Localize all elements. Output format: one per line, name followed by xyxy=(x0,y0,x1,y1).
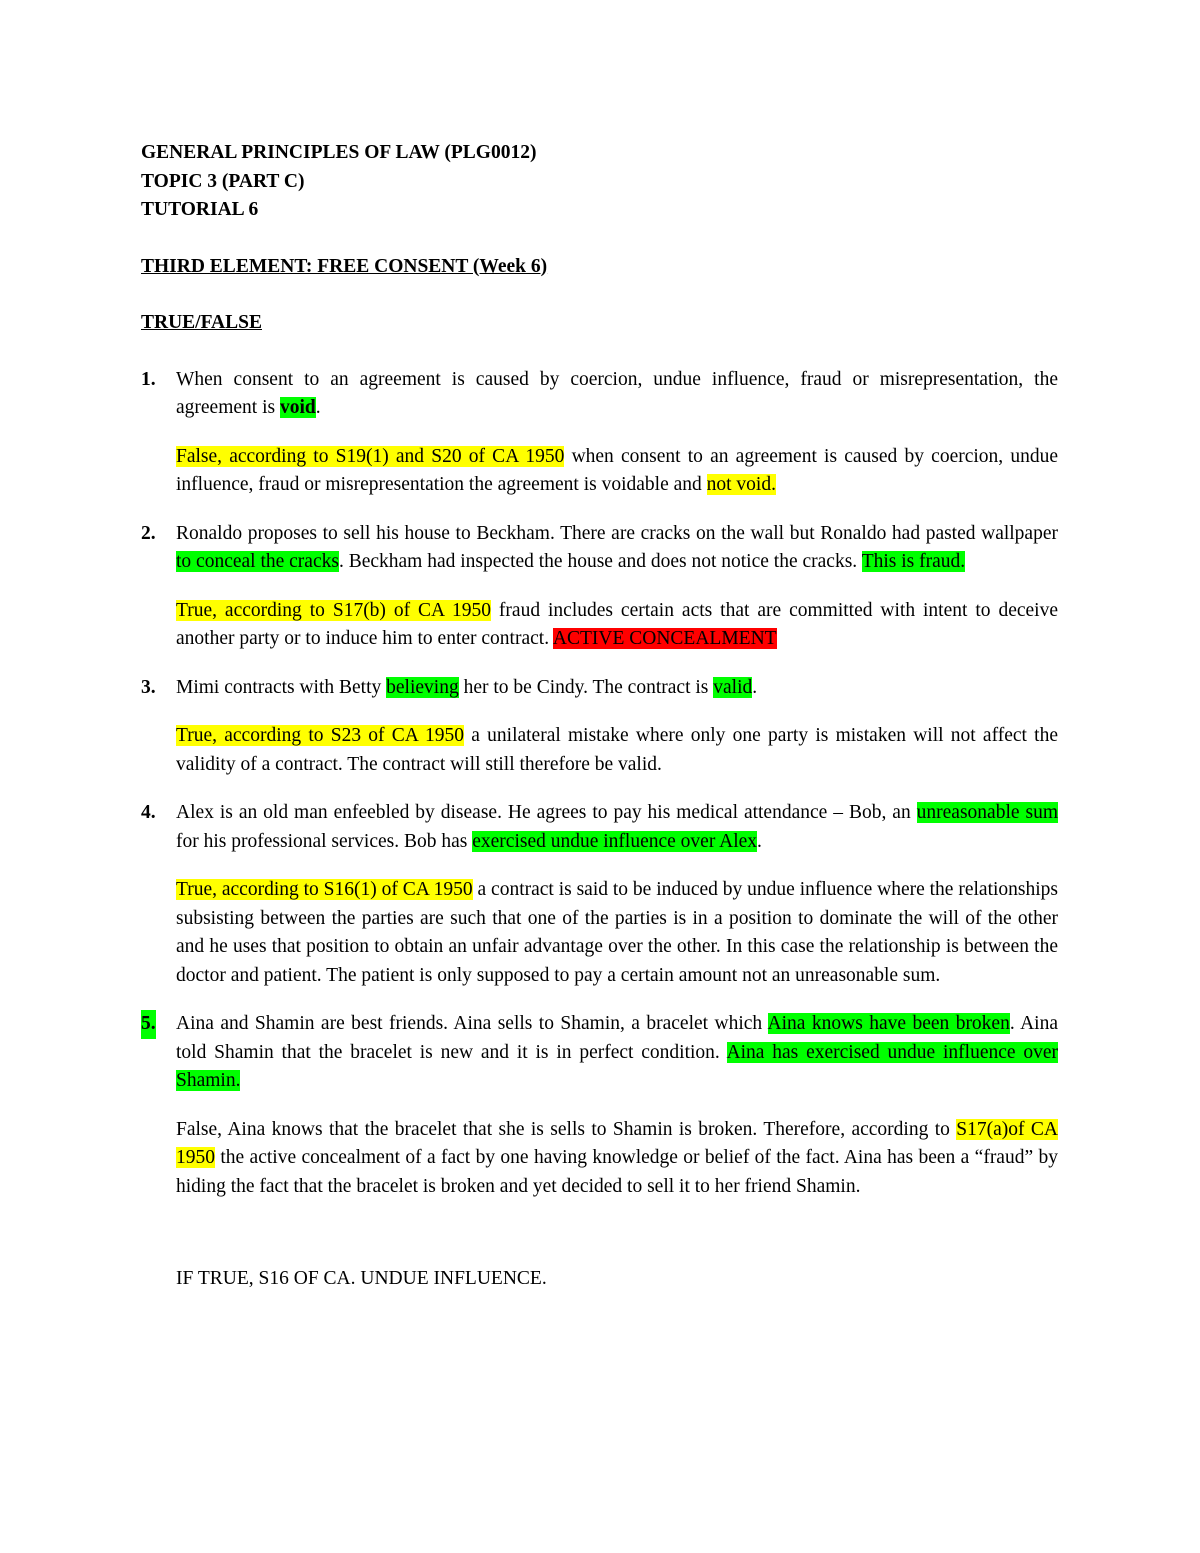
question-number: 2. xyxy=(141,522,156,544)
highlight-yellow: True, according to S23 of CA 1950 xyxy=(176,725,465,746)
highlight-green: void xyxy=(279,397,316,418)
highlight-green: to conceal the cracks xyxy=(176,551,339,572)
question-number: 1. xyxy=(141,368,156,390)
course-title: GENERAL PRINCIPLES OF LAW (PLG0012) xyxy=(141,142,537,163)
highlight-green: believing xyxy=(386,676,459,698)
answer-1: False, according to S19(1) and S20 of CA 1950 when consent to an agreement is caused by coercion, undue influence, fraud or misrepresentation the agreement is voidable and not void. xyxy=(176,445,1059,495)
highlight-green: This is fraud. xyxy=(861,551,966,572)
document-page xyxy=(141,139,1058,1294)
highlight-yellow: S17(a)of CA 1950 xyxy=(176,1118,1058,1168)
highlight-green: unreasonable sum xyxy=(916,802,1058,823)
highlight-yellow: not void. xyxy=(706,474,776,495)
highlight-red: ACTIVE CONCEALMENT xyxy=(552,628,777,649)
answer-5: False, Aina knows that the bracelet that she is sells to Shamin is broken. Therefore, according to S17(a)of CA 1950 the active concealment of a fact by one having knowledge or belief of the fact. Aina has been a “fraud” by hiding the fact that the bracelet is broken and yet decided to sell it to her friend Shamin. xyxy=(176,1118,1058,1197)
footer-note: IF TRUE, S16 OF CA. UNDUE INFLUENCE. xyxy=(176,1268,547,1289)
subsection-heading: TRUE/FALSE xyxy=(141,312,262,333)
highlight-green: valid xyxy=(713,676,753,698)
question-5: 5. Aina and Shamin are best friends. Aina sells to Shamin, a bracelet which Aina knows have been broken. Aina told Shamin that the bracelet is new and it is in perfect condition. Aina has exercised undue influence over Shamin. xyxy=(141,1010,1058,1096)
question-1: 1. When consent to an agreement is caused by coercion, undue influence, fraud or misrepresentation, the agreement is void. xyxy=(141,366,1058,423)
tutorial-title: TUTORIAL 6 xyxy=(141,199,259,220)
highlight-yellow: True, according to S16(1) of CA 1950 xyxy=(176,879,473,900)
highlight-yellow: False, according to S19(1) and S20 of CA 1950 xyxy=(176,445,565,467)
answer-2: True, according to S17(b) of CA 1950 fraud includes certain acts that are committed with intent to deceive another party or to induce him to enter contract. ACTIVE CONCEALMENT xyxy=(176,599,1058,649)
question-number: 5. xyxy=(141,1010,156,1039)
question-4: 4. Alex is an old man enfeebled by disease. He agrees to pay his medical attendance – Bob, an unreasonable sum for his professional services. Bob has exercised undue influence over Alex. xyxy=(141,799,1058,856)
answer-4: True, according to S16(1) of CA 1950 a contract is said to be induced by undue influence where the relationships subsisting between the parties are such that one of the parties is in a position to dominate the will of the other and he uses that position to obtain an unfair advantage over the other. In this case the relationship is between the doctor and patient. The patient is only supposed to pay a certain amount not an unreasonable sum. xyxy=(176,879,1058,986)
question-number: 4. xyxy=(141,802,156,823)
highlight-yellow: True, according to S17(b) of CA 1950 xyxy=(176,599,491,621)
highlight-green: Aina has exercised undue influence over Shamin. xyxy=(176,1041,1058,1091)
answer-3: True, according to S23 of CA 1950 a unilateral mistake where only one party is mistaken will not affect the validity of a contract. The contract will still therefore be valid. xyxy=(176,725,1058,775)
question-3: 3. Mimi contracts with Betty believing her to be Cindy. The contract is valid. xyxy=(141,674,1058,703)
section-heading: THIRD ELEMENT: FREE CONSENT (Week 6) xyxy=(141,255,548,277)
topic-title: TOPIC 3 (PART C) xyxy=(141,170,305,192)
highlight-green: Aina knows have been broken xyxy=(767,1013,1010,1034)
question-2: 2. Ronaldo proposes to sell his house to Beckham. There are cracks on the wall but Ronaldo had pasted wallpaper to conceal the cracks. Beckham had inspected the house and does not notice the cracks. This is fraud. xyxy=(141,520,1058,577)
question-number: 3. xyxy=(141,676,156,698)
highlight-green: exercised undue influence over Alex xyxy=(472,830,758,852)
